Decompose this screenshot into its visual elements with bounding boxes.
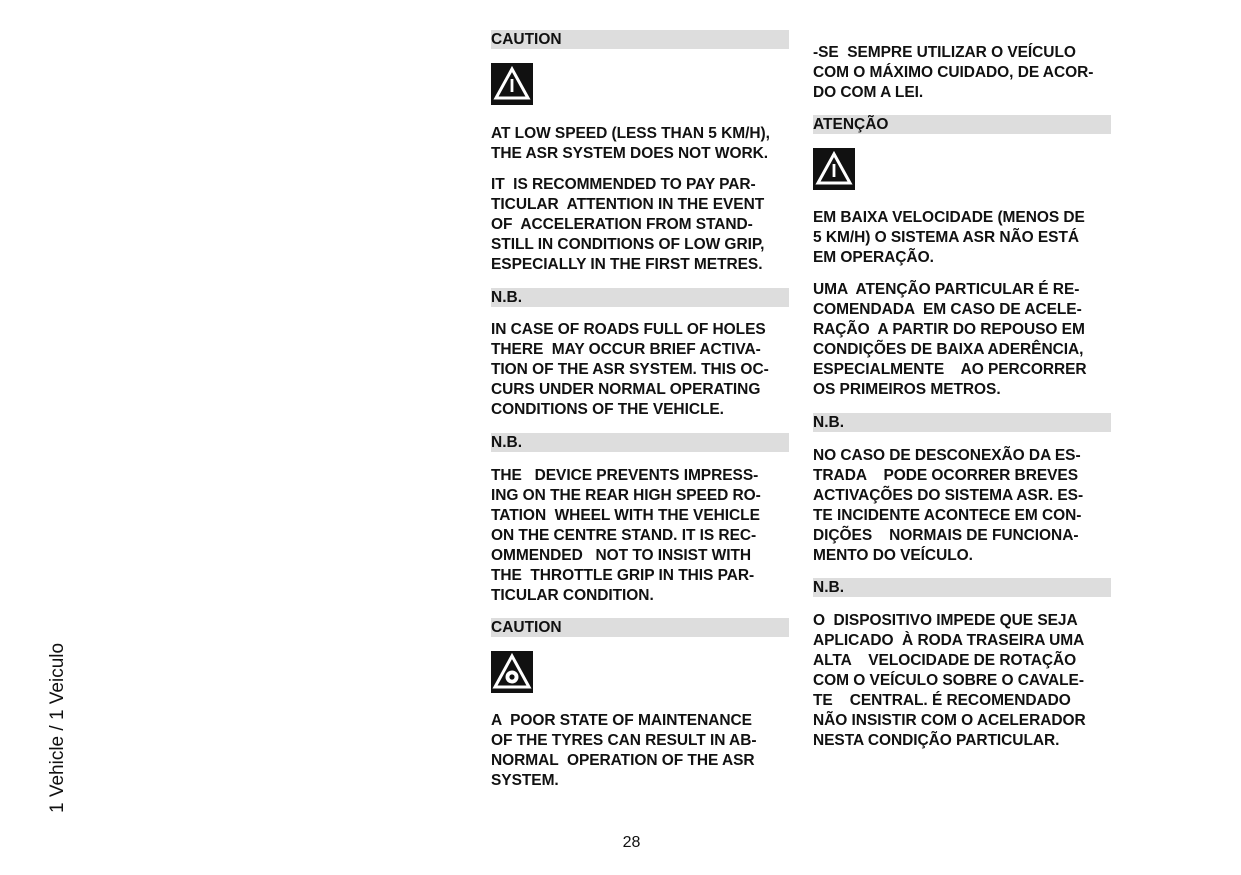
nb-header: N.B. bbox=[491, 288, 789, 307]
side-label: 1 Vehicle / 1 Veiculo bbox=[47, 642, 68, 813]
atencao-text-low-speed: EM BAIXA VELOCIDADE (MENOS DE 5 KM/H) O SISTEMA ASR NÃO ESTÁ EM OPERAÇÃO. bbox=[813, 209, 1085, 266]
caution-text-low-speed: AT LOW SPEED (LESS THAN 5 KM/H), THE ASR SYSTEM DOES NOT WORK. bbox=[491, 125, 770, 162]
intro-text: -SE SEMPRE UTILIZAR O VEÍCULO COM O MÁXIMO CUIDADO, DE ACOR- DO COM A LEI. bbox=[813, 44, 1094, 101]
warning-triangle-icon bbox=[813, 148, 855, 190]
nb-text-roads: NO CASO DE DESCONEXÃO DA ES- TRADA PODE OCORRER BREVES ACTIVAÇÕES DO SISTEMA ASR. ES- TE INCIDENTE ACONTECE EM CON- DIÇÕES NORMAIS DE FUNCIONA- MENTO DO VEÍCULO. bbox=[813, 447, 1084, 564]
atencao-text-acceleration: UMA ATENÇÃO PARTICULAR É RE- COMENDADA EM CASO DE ACELE- RAÇÃO A PARTIR DO REPOUSO EM CONDIÇÕES DE BAIXA ADERÊNCIA, ESPECIALMENTE AO PERCORRER OS PRIMEIROS METROS. bbox=[813, 281, 1087, 398]
nb-header: N.B. bbox=[491, 433, 789, 452]
warning-triangle-icon bbox=[491, 63, 533, 105]
page-number: 28 bbox=[622, 834, 641, 851]
caution-header: CAUTION bbox=[491, 30, 789, 49]
caution-text-acceleration: IT IS RECOMMENDED TO PAY PAR- TICULAR ATTENTION IN THE EVENT OF ACCELERATION FROM STAND- STILL IN CONDITIONS OF LOW GRIP, ESPECIALLY IN THE FIRST METRES. bbox=[491, 176, 765, 273]
caution-header: CAUTION bbox=[491, 618, 789, 637]
nb-header: N.B. bbox=[813, 413, 1111, 432]
nb-header: N.B. bbox=[813, 578, 1111, 597]
tyre-warning-icon bbox=[491, 651, 533, 693]
caution-text-tyres: A POOR STATE OF MAINTENANCE OF THE TYRES CAN RESULT IN AB- NORMAL OPERATION OF THE ASR SYSTEM. bbox=[491, 712, 757, 789]
nb-text-roads: IN CASE OF ROADS FULL OF HOLES THERE MAY OCCUR BRIEF ACTIVA- TION OF THE ASR SYSTEM. THIS OC- CURS UNDER NORMAL OPERATING CONDITIONS OF THE VEHICLE. bbox=[491, 321, 769, 418]
atencao-header: ATENÇÃO bbox=[813, 115, 1111, 134]
nb-text-device: O DISPOSITIVO IMPEDE QUE SEJA APLICADO À RODA TRASEIRA UMA ALTA VELOCIDADE DE ROTAÇÃO COM O VEÍCULO SOBRE O CAVALE- TE CENTRAL. É RECOMENDADO NÃO INSISTIR COM O ACELERADOR NESTA CONDIÇÃO PARTICULAR. bbox=[813, 612, 1086, 749]
nb-text-device: THE DEVICE PREVENTS IMPRESS- ING ON THE REAR HIGH SPEED RO- TATION WHEEL WITH THE VEHICLE ON THE CENTRE STAND. IT IS REC- OMMENDED NOT TO INSIST WITH THE THROTTLE GRIP IN THIS PAR- TICULAR CONDITION. bbox=[491, 467, 761, 604]
